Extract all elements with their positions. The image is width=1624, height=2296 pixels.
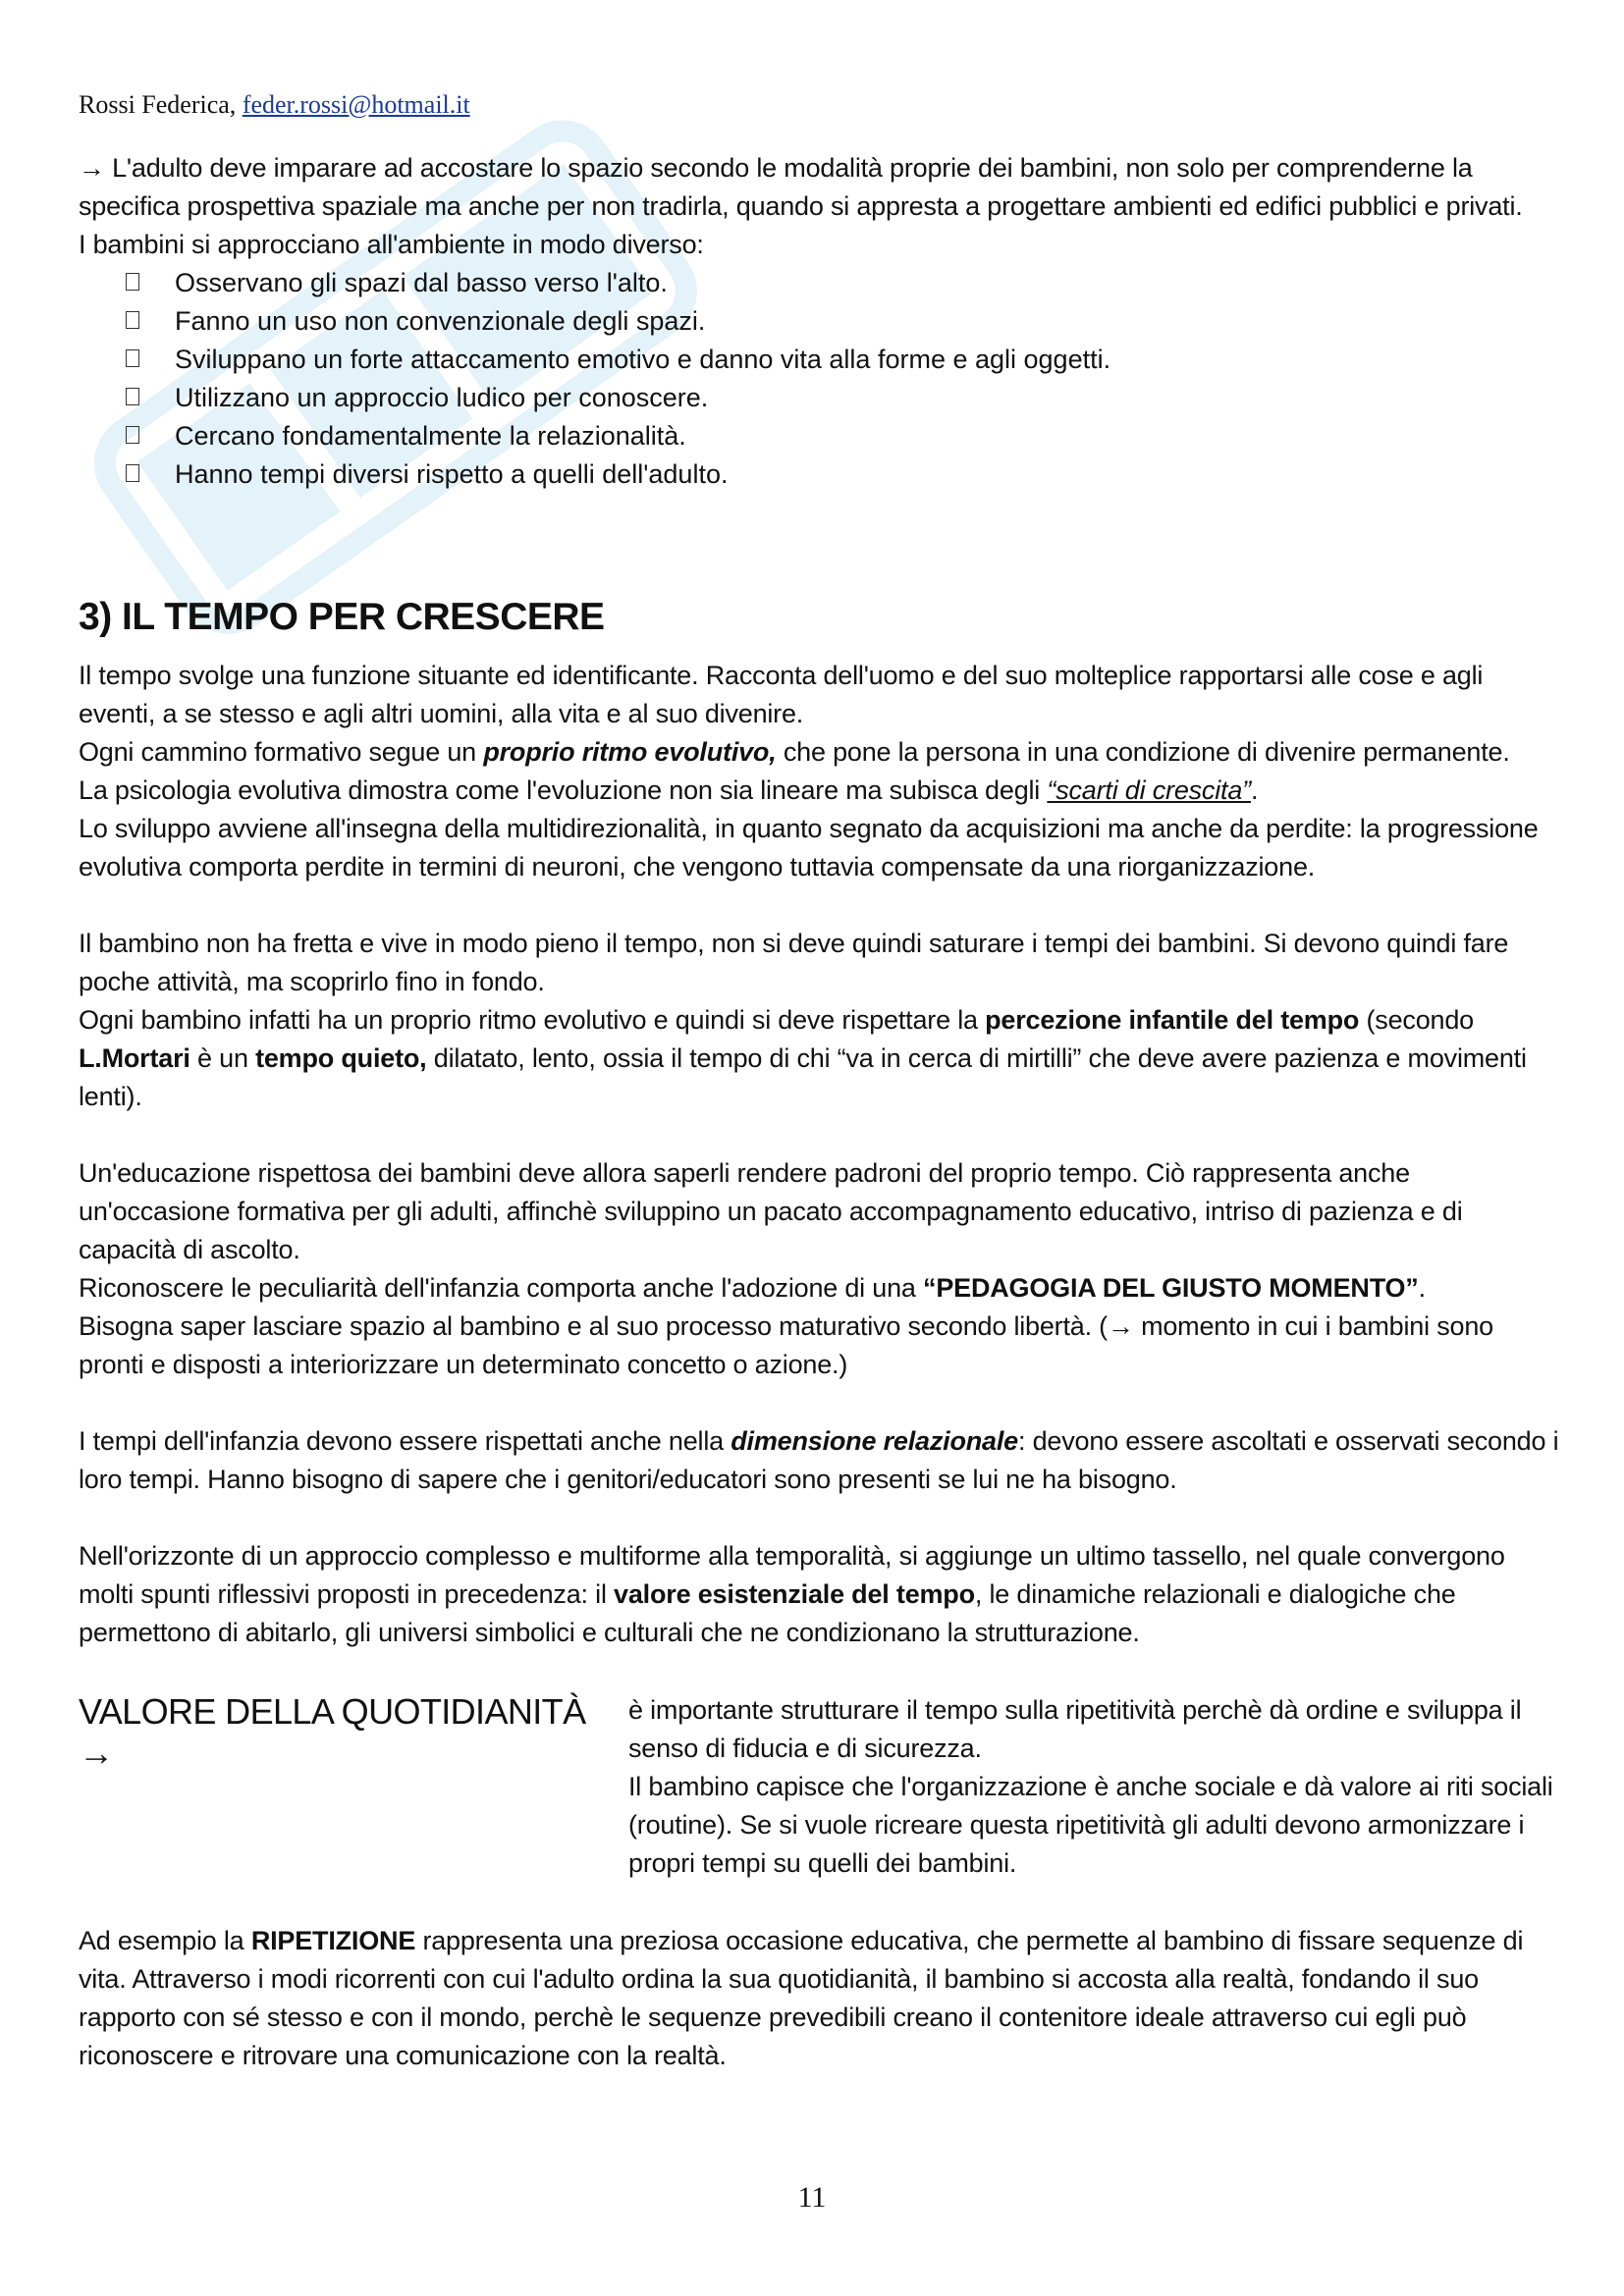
bullet-box-icon xyxy=(126,349,139,367)
paragraph: Il bambino capisce che l'organizzazione è anche sociale e dà valore ai riti sociali (routine). Se si vuole ricreare questa ripetitività gli adulti devono armonizzare i propri tempi su quelli dei bambini. xyxy=(628,1772,1553,1878)
paragraph: Il bambino non ha fretta e vive in modo pieno il tempo, non si deve quindi saturare i tempi dei bambini. Si devono quindi fare poche attività, ma scoprirlo fino in fondo. xyxy=(79,929,1509,996)
document-page xyxy=(79,90,1561,2075)
list-item: Hanno tempi diversi rispetto a quelli dell'adulto. xyxy=(126,455,1561,494)
paragraph: Lo sviluppo avviene all'insegna della multidirezionalità, in quanto segnato da acquisizioni ma anche da perdite: la progressione evolutiva comporta perdite in termini di neuroni, che vengono tuttavia compensate da una riorganizzazione. xyxy=(79,814,1539,881)
bullet-box-icon xyxy=(126,311,139,329)
list-item: Cercano fondamentalmente la relazionalità. xyxy=(126,417,1561,455)
page-number: 11 xyxy=(797,2181,827,2214)
intro-list-lead: I bambini si approcciano all'ambiente in modo diverso: xyxy=(79,230,704,259)
paragraph: Ogni bambino infatti ha un proprio ritmo evolutivo e quindi si deve rispettare la percezione infantile del tempo (secondo L.Mortari è un tempo quieto, dilatato, lento, ossia il tempo di chi “va in cerca di mirtilli” che deve avere pazienza e movimenti lenti). xyxy=(79,1005,1527,1111)
paragraph: Un'educazione rispettosa dei bambini deve allora saperli rendere padroni del proprio tempo. Ciò rappresenta anche un'occasione formativa per gli adulti, affinchè sviluppino un pacato accompagnamento educativo, intriso di pazienza e di capacità di ascolto. xyxy=(79,1158,1463,1264)
bullet-box-icon xyxy=(126,273,139,291)
paragraph: La psicologia evolutiva dimostra come l'evoluzione non sia lineare ma subisca degli “scarti di crescita”. xyxy=(79,775,1259,805)
paragraph: Ogni cammino formativo segue un proprio ritmo evolutivo, che pone la persona in una condizione di divenire permanente. xyxy=(79,737,1510,767)
list-item: Fanno un uso non convenzionale degli spazi. xyxy=(126,302,1561,341)
list-item: Osservano gli spazi dal basso verso l'alto. xyxy=(126,264,1561,302)
list-item: Utilizzano un approccio ludico per conoscere. xyxy=(126,379,1561,417)
paragraph: I tempi dell'infanzia devono essere rispettati anche nella dimensione relazionale: devono essere ascoltati e osservati secondo i loro tempi. Hanno bisogno di sapere che i genitori/educatori sono presenti se lui ne ha bisogno. xyxy=(79,1426,1559,1494)
page-header xyxy=(79,90,1561,120)
daily-value-label: VALORE DELLA QUOTIDIANITÀ → xyxy=(79,1691,586,1773)
bullet-box-icon xyxy=(126,388,139,405)
approach-list xyxy=(79,264,1561,494)
bullet-box-icon xyxy=(126,464,139,482)
section-title: 3) IL TEMPO PER CRESCERE xyxy=(79,596,605,638)
author-email-link[interactable]: feder.rossi@hotmail.it xyxy=(242,90,470,119)
paragraph: Il tempo svolge una funzione situante ed identificante. Racconta dell'uomo e del suo molteplice rapportarsi alle cose e agli eventi, a se stesso e agli altri uomini, alla vita e al suo divenire. xyxy=(79,661,1484,728)
author-name: Rossi Federica, xyxy=(79,90,237,119)
paragraph: Nell'orizzonte di un approccio complesso e multiforme alla temporalità, si aggiunge un ultimo tassello, nel quale convergono molti spunti riflessivi proposti in precedenza: il valore esistenziale del tempo, le dinamiche relazionali e dialogiche che permettono di abitarlo, gli universi simbolici e culturali che ne condizionano la strutturazione. xyxy=(79,1541,1505,1647)
paragraph: Bisogna saper lasciare spazio al bambino e al suo processo maturativo secondo libertà. (→ momento in cui i bambini sono pronti e disposti a interiorizzare un determinato concetto o azione.) xyxy=(79,1311,1493,1379)
paragraph: Riconoscere le peculiarità dell'infanzia comporta anche l'adozione di una “PEDAGOGIA DEL GIUSTO MOMENTO”. xyxy=(79,1273,1426,1303)
intro-paragraph: → L'adulto deve imparare ad accostare lo spazio secondo le modalità proprie dei bambini, non solo per comprenderne la specifica prospettiva spaziale ma anche per non tradirla, quando si appresta a progettare ambienti ed edifici pubblici e privati. xyxy=(79,153,1523,221)
list-item: Sviluppano un forte attaccamento emotivo e danno vita alla forme e agli oggetti. xyxy=(126,341,1561,379)
paragraph: Ad esempio la RIPETIZIONE rappresenta una preziosa occasione educativa, che permette al bambino di fissare sequenze di vita. Attraverso i modi ricorrenti con cui l'adulto ordina la sua quotidianità, il bambino si accosta alla realtà, fondando il suo rapporto con sé stesso e con il mondo, perchè le sequenze prevedibili creano il contenitore ideale attraverso cui egli può riconoscere e ritrovare una comunicazione con la realtà. xyxy=(79,1926,1524,2070)
bullet-box-icon xyxy=(126,426,139,444)
paragraph: è importante strutturare il tempo sulla ripetitività perchè dà ordine e sviluppa il senso di fiducia e di sicurezza. xyxy=(628,1695,1522,1763)
daily-value-block xyxy=(79,1691,1561,1883)
